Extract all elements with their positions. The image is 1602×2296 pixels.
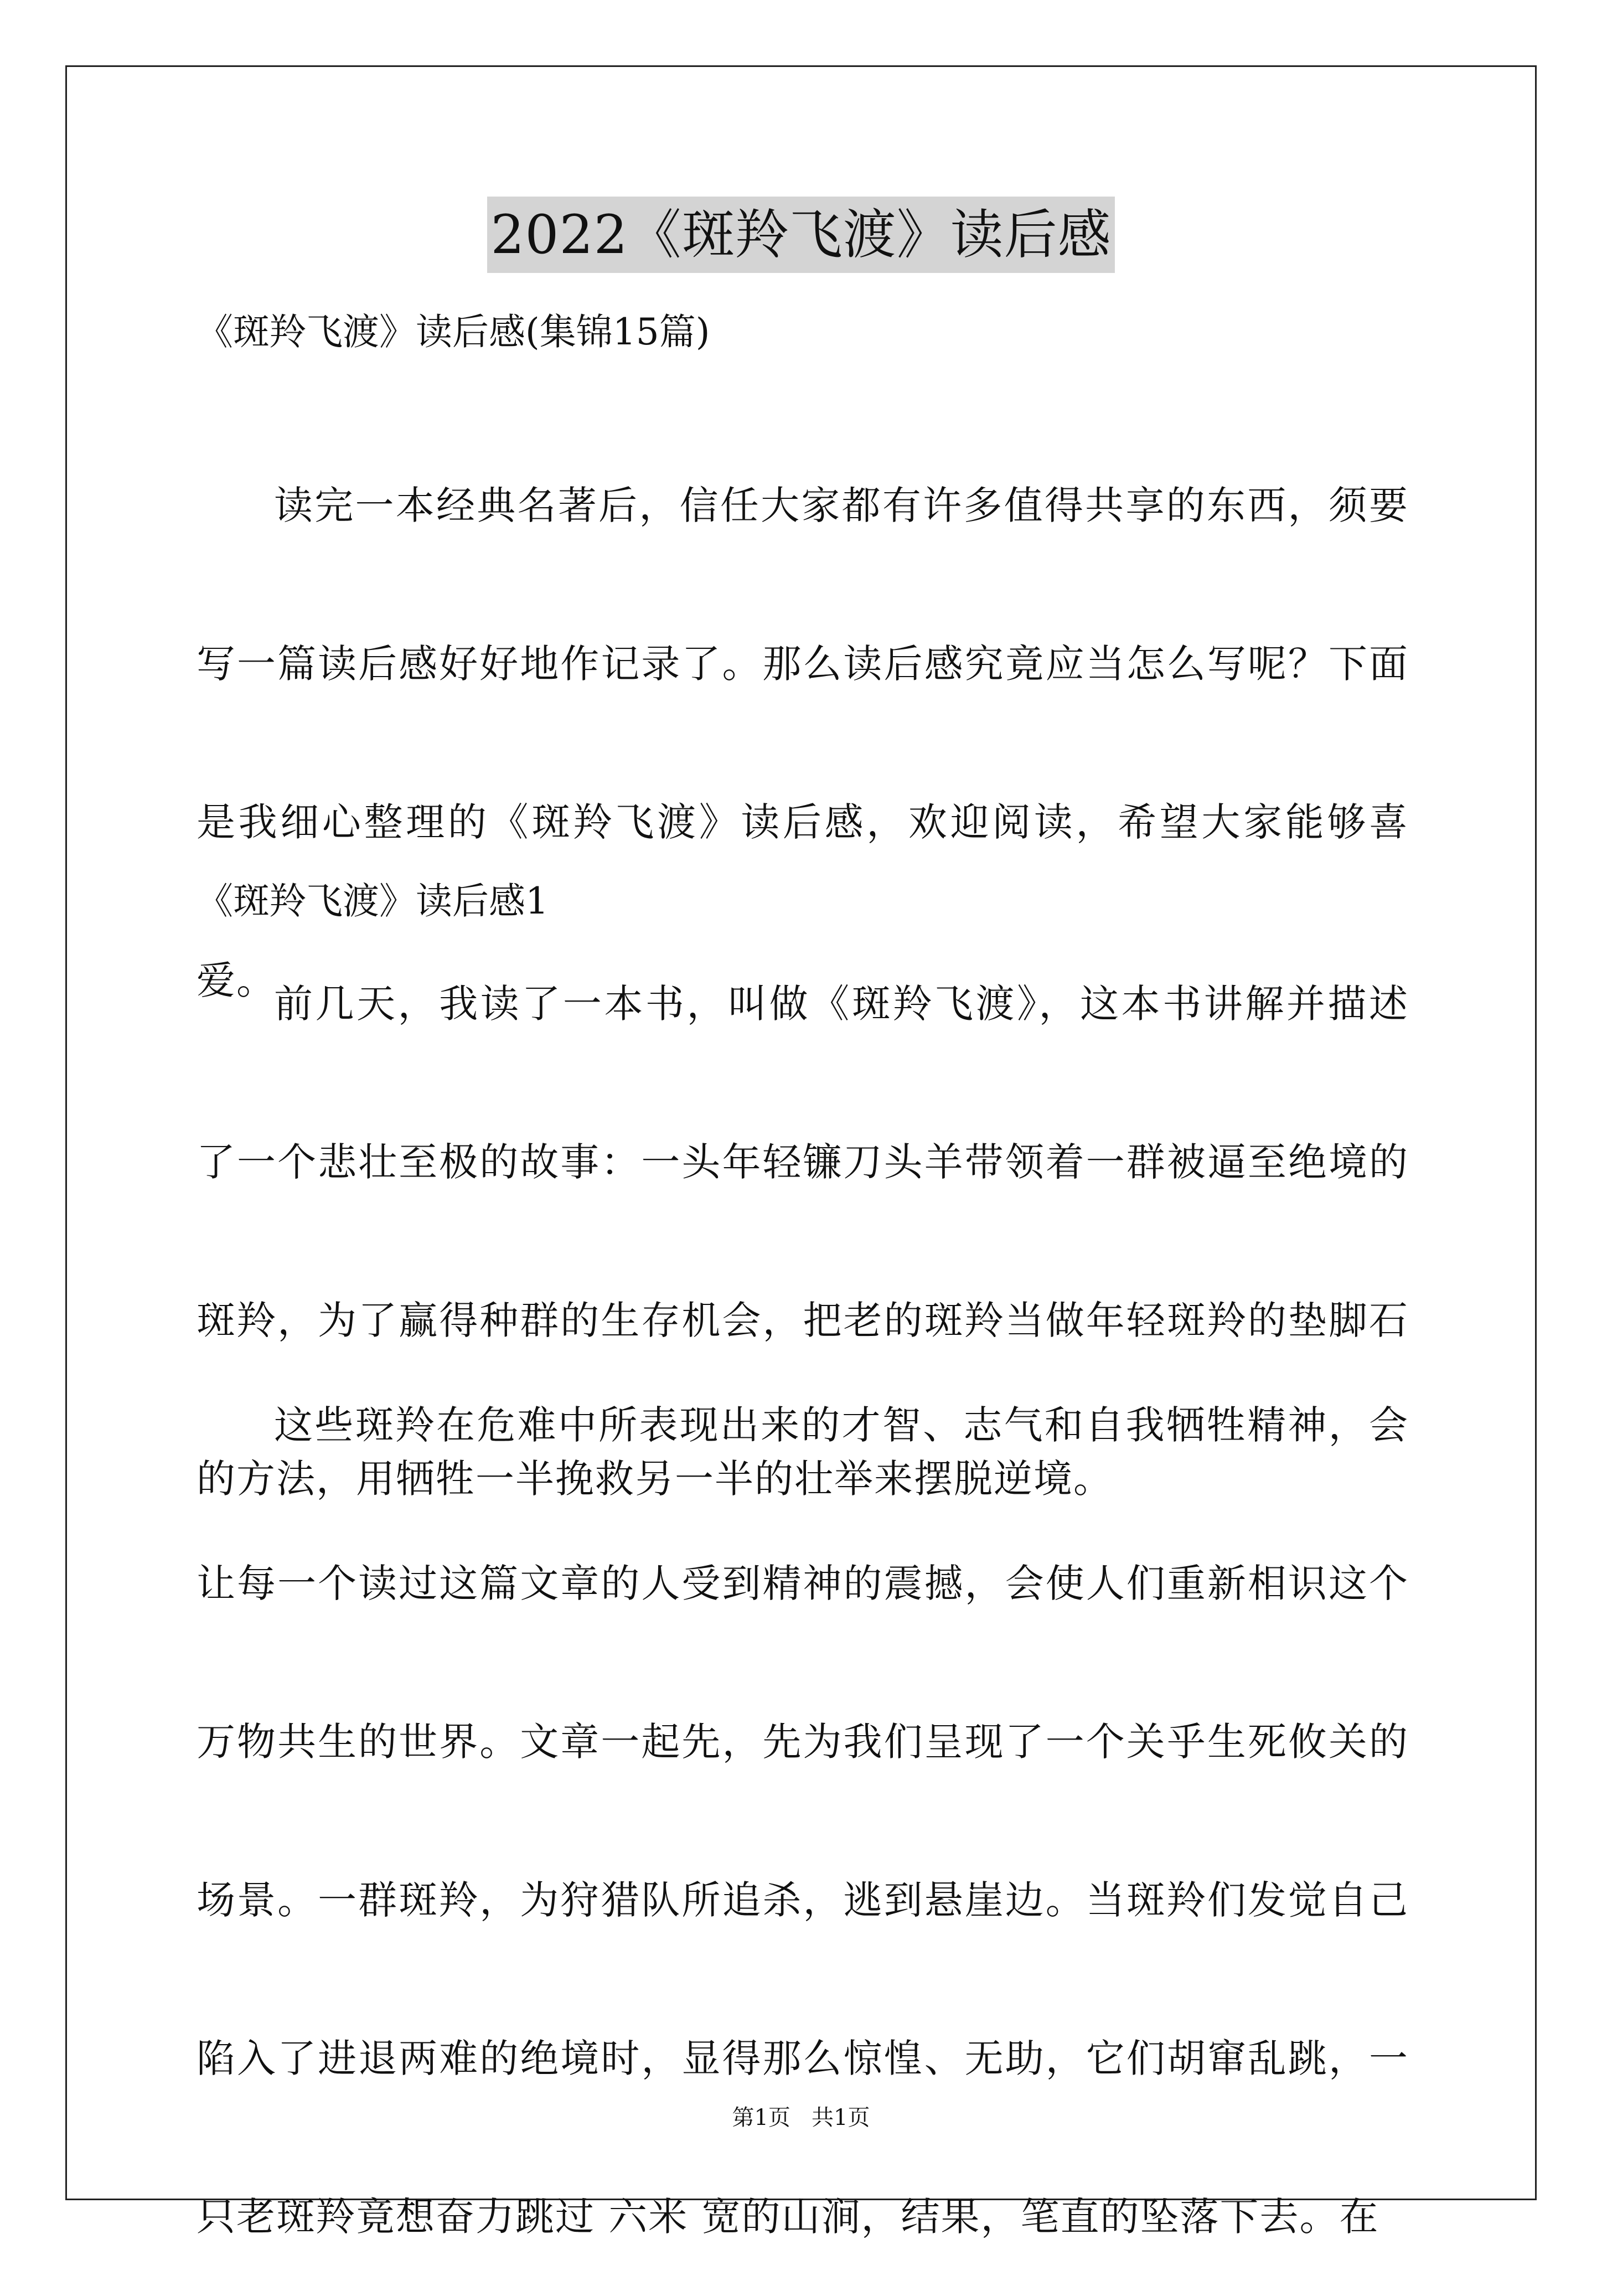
body-paragraph-1: 前几天，我读了一本书，叫做《斑羚飞渡》，这本书讲解并描述了一个悲壮至极的故事：一头年轻镰刀头羊带领着一群被逼至绝境的斑羚，为了赢得种群的生存机会，把老的斑羚当做年轻斑羚的垫脚石的方法，用牺牲一半挽救另一半的壮举来摆脱逆境。 [197,981,1409,1502]
section-heading: 《斑羚飞渡》读后感1 [197,880,549,922]
document-subtitle: 《斑羚飞渡》读后感(集锦15篇) [197,311,710,353]
page-footer: 第1页 共1页 [732,2105,870,2130]
title-container [0,197,1602,273]
intro-paragraph: 读完一本经典名著后，信任大家都有许多值得共享的东西，须要写一篇读后感好好地作记录了。那么读后感究竟应当怎么写呢？下面是我细心整理的《斑羚飞渡》读后感，欢迎阅读，希望大家能够喜爱。 [197,483,1409,1003]
body-paragraph-2: 这些斑羚在危难中所表现出来的才智、志气和自我牺牲精神，会让每一个读过这篇文章的人受到精神的震撼，会使人们重新相识这个万物共生的世界。文章一起先，先为我们呈现了一个关乎生死攸关的场景。一群斑羚，为狩猎队所追杀，逃到悬崖边。当斑羚们发觉自己陷入了进退两难的绝境时，显得那么惊惶、无助，它们胡窜乱跳，一只老斑羚竟想奋力跳过 六米 宽的山涧，结果，笔直的坠落下去。在 [197,1402,1409,2240]
document-title: 2022《斑羚飞渡》读后感 [487,197,1114,273]
